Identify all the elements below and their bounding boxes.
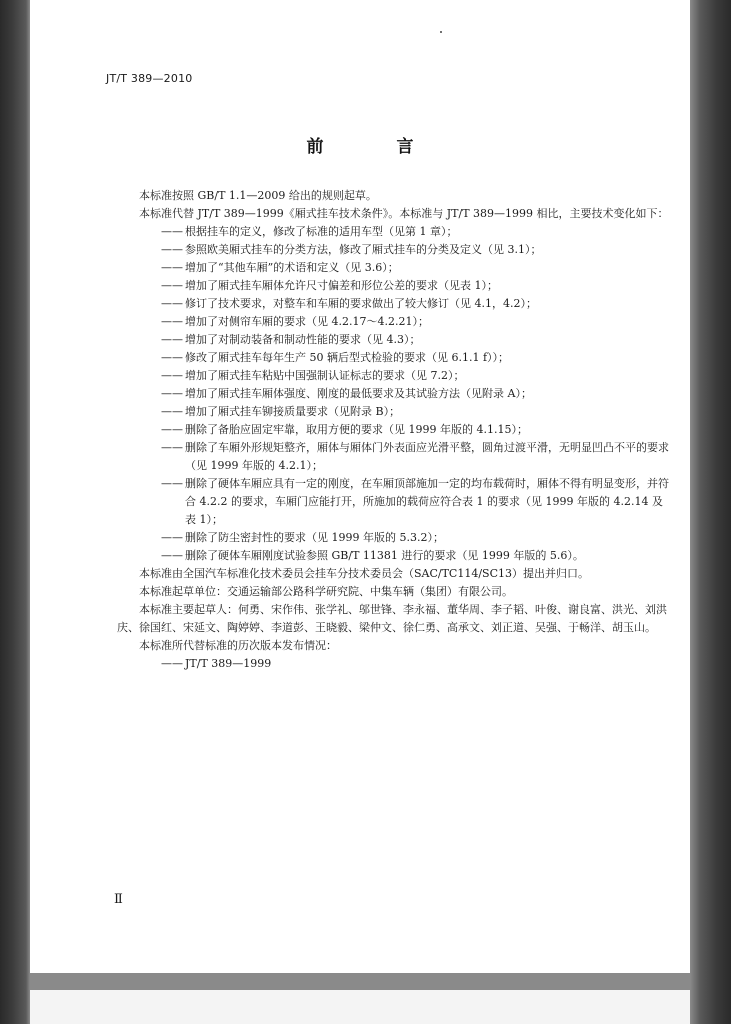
change-item [117, 547, 669, 565]
standard-code-header: JT/T 389—2010 [106, 72, 193, 85]
dash-marker: —— [161, 441, 183, 454]
page-number: Ⅱ [114, 892, 123, 907]
change-text: 根据挂车的定义，修改了标准的适用车型（见第 1 章）； [185, 225, 458, 238]
change-item [117, 295, 669, 313]
dash-marker: —— [161, 351, 183, 364]
change-item [117, 349, 669, 367]
change-text: 删除了车厢外形规矩整齐，厢体与厢体门外表面应光滑平整，圆角过渡平滑，无明显凹凸不平的要求（见 1999 年版的 4.2.1）； [185, 441, 669, 472]
change-text: 删除了硬体车厢刚度试验参照 GB/T 11381 进行的要求（见 1999 年版的 5.6）。 [185, 549, 584, 562]
changes-list [117, 223, 669, 565]
change-text: 增加了“其他车厢”的术语和定义（见 3.6）； [185, 261, 399, 274]
change-text: 增加了厢式挂车铆接质量要求（见附录 B）； [185, 405, 401, 418]
change-item [117, 403, 669, 421]
next-page-edge [30, 990, 690, 1024]
change-item [117, 529, 669, 547]
paragraph-drafting-units: 本标准起草单位：交通运输部公路科学研究院、中集车辆（集团）有限公司。 [139, 585, 513, 598]
change-text: 增加了对制动装备和制动性能的要求（见 4.3）； [185, 333, 421, 346]
change-item [117, 223, 669, 241]
change-text: 删除了硬体车厢应具有一定的刚度，在车厢顶部施加一定的均布载荷时，厢体不得有明显变形，并符合 4.2.2 的要求，车厢门应能打开，所施加的载荷应符合表 1 的要求（见 1999 年版的 4.2.14 及表 1）； [185, 477, 669, 526]
dash-marker: —— [161, 531, 183, 544]
dash-marker: —— [161, 657, 183, 670]
dash-marker: —— [161, 297, 183, 310]
change-item [117, 385, 669, 403]
change-text: 增加了厢式挂车厢体强度、刚度的最低要求及其试验方法（见附录 A）； [185, 387, 532, 400]
change-item [117, 439, 669, 475]
change-item [117, 421, 669, 439]
change-item [117, 259, 669, 277]
document-page [30, 0, 690, 973]
page-title: 前 言 [306, 137, 442, 157]
change-text: 增加了厢式挂车粘贴中国强制认证标志的要求（见 7.2）； [185, 369, 465, 382]
history-list [117, 655, 669, 673]
paragraph-committee: 本标准由全国汽车标准化技术委员会挂车分技术委员会（SAC/TC114/SC13）提出并归口。 [139, 567, 590, 580]
dash-marker: —— [161, 477, 183, 490]
change-text: 修订了技术要求，对整车和车厢的要求做出了较大修订（见 4.1，4.2）； [185, 297, 537, 310]
dash-marker: —— [161, 315, 183, 328]
dash-marker: —— [161, 369, 183, 382]
change-item [117, 277, 669, 295]
dash-marker: —— [161, 243, 183, 256]
paragraph-authors: 本标准主要起草人：何勇、宋作伟、张学礼、邬世锋、李永福、董华周、李子韬、叶俊、谢良富、洪光、刘洪庆、徐国红、宋延文、陶婷婷、李道彭、王晓毅、梁仲文、徐仁勇、高承文、刘正道、吴强、于畅洋、胡玉山。 [117, 603, 667, 634]
dash-marker: —— [161, 549, 183, 562]
dash-marker: —— [161, 333, 183, 346]
scan-speck [440, 31, 442, 33]
history-text: JT/T 389—1999 [185, 657, 272, 670]
change-item [117, 367, 669, 385]
change-text: 删除了备胎应固定牢靠，取用方便的要求（见 1999 年版的 4.1.15）； [185, 423, 528, 436]
paragraph-drafting-rules: 本标准按照 GB/T 1.1—2009 给出的规则起草。 [139, 189, 377, 202]
foreword-body [117, 187, 669, 673]
dash-marker: —— [161, 261, 183, 274]
change-item [117, 475, 669, 529]
dash-marker: —— [161, 405, 183, 418]
dash-marker: —— [161, 423, 183, 436]
change-text: 修改了厢式挂车每年生产 50 辆后型式检验的要求（见 6.1.1 f））； [185, 351, 510, 364]
change-item [117, 241, 669, 259]
change-text: 增加了厢式挂车厢体允许尺寸偏差和形位公差的要求（见表 1）； [185, 279, 498, 292]
paragraph-replacement: 本标准代替 JT/T 389—1999《厢式挂车技术条件》。本标准与 JT/T 389—1999 相比，主要技术变化如下： [139, 207, 669, 220]
dash-marker: —— [161, 387, 183, 400]
change-item [117, 313, 669, 331]
change-text: 删除了防尘密封性的要求（见 1999 年版的 5.3.2）； [185, 531, 444, 544]
dash-marker: —— [161, 225, 183, 238]
change-item [117, 331, 669, 349]
change-text: 增加了对侧帘车厢的要求（见 4.2.17～4.2.21）； [185, 315, 429, 328]
dash-marker: —— [161, 279, 183, 292]
history-item [117, 655, 669, 673]
change-text: 参照欧美厢式挂车的分类方法，修改了厢式挂车的分类及定义（见 3.1）； [185, 243, 542, 256]
paragraph-history-intro: 本标准所代替标准的历次版本发布情况： [139, 639, 337, 652]
